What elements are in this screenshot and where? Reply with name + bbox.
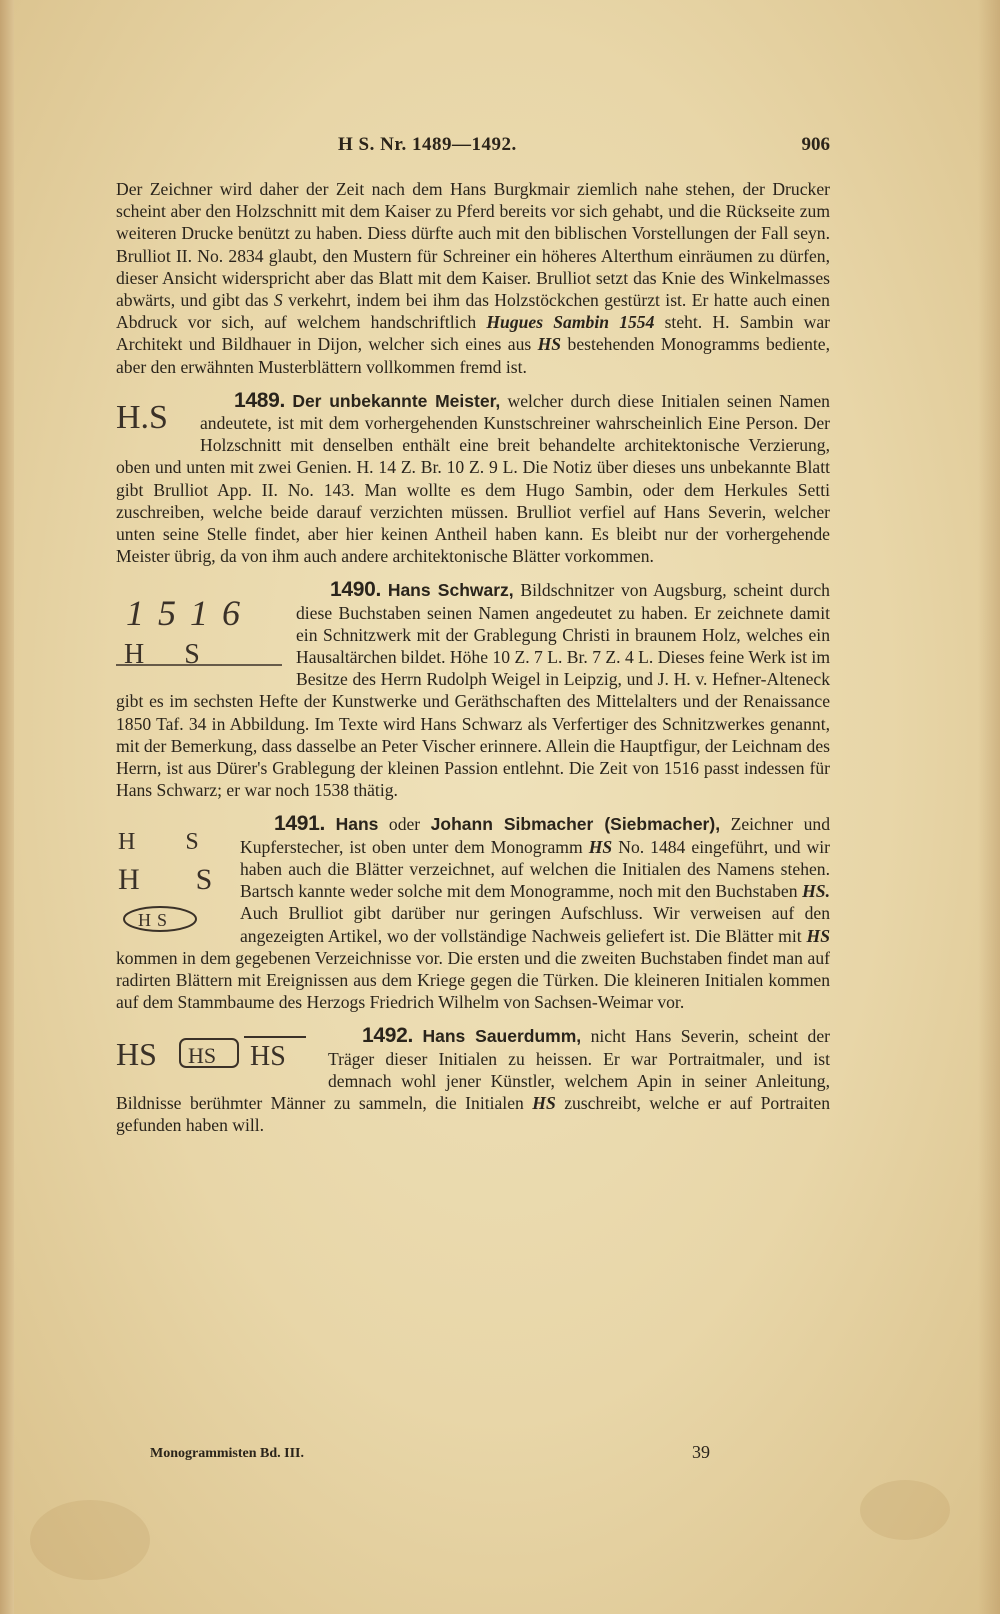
monogram-letters-2: HS	[188, 1043, 217, 1069]
entry-number: 1489.	[234, 388, 286, 412]
page-body	[116, 178, 830, 1136]
running-header	[118, 134, 830, 164]
monogram-hs-variants-icon	[116, 819, 269, 937]
monogram-text: H.S	[116, 398, 168, 436]
entry-number: 1491.	[274, 812, 326, 836]
monogram-year: 1516	[126, 593, 254, 634]
page-footer	[150, 1442, 710, 1470]
monogram-letters-3: HS	[250, 1041, 286, 1073]
monogram-1516-hs-icon	[116, 587, 284, 669]
monogram-letters-3: HS	[138, 910, 174, 931]
volume-line: Monogrammisten Bd. III.	[150, 1446, 305, 1461]
artist-name: Der unbekannte Meister,	[292, 390, 501, 411]
intro-paragraph: Der Zeichner wird daher der Zeit nach dem Hans Burgkmair ziemlich nahe stehen, der Drucker scheint aber den Holzschnitt mit dem Kaiser zu Pferd bereits vor sich gehabt, und die Rückseite zum weiteren Drucke benützt zu haben. Diess dürfte auch mit den biblischen Vorstellungen der Fall seyn. Brulliot II. No. 2834 glaubt, den Mustern für Schreiner ein höheres Alterthum einräumen zu dürfen, dieser Ansicht widerspricht aber das Blatt mit dem Kaiser. Brulliot setzt das Knie des Winkelmasses abwärts, und gibt das S verkehrt, indem bei ihm das Holzstöckchen gestürzt ist. Er hatte auch einen Abdruck vor sich, auf welchem handschriftlich Hugues Sambin 1554 steht. H. Sambin war Architekt und Bildhauer in Dijon, welcher sich eines aus HS bestehenden Monogramms bediente, aber den erwähnten Musterblättern vollkommen fremd ist.	[116, 179, 830, 377]
monogram-letters-1: HS	[118, 829, 249, 856]
page-edge-shadow	[978, 0, 1000, 1614]
entry-1489: 1489. Der unbekannte Meister, H.S welcher durch diese Initialen seinen Namen andeutete, ist mit dem vorhergehenden Kunstschreiner wahrscheinlich Eine Person. Der Holzschnitt mit denselben enthält eine breit behandelte architektonische Verzierung, oben und unten mit zwei Genien. H. 14 Z. Br. 10 Z. 9 L. Die Notiz über dieses uns unbekannte Blatt gibt Brulliot App. II. No. 143. Man wollte es dem Hugo Sambin, oder dem Herkules Setti zuschreiben, welche beide darauf verzichten müssen. Brulliot verfiel auf Hans Severin, welcher unten seine Stelle findet, aber hier keinen Antheil haben kann. Es bleibt nur der vorhergehende Meister übrig, da von ihm auch andere architektonische Blätter vorkommen.	[116, 388, 830, 567]
artist-name: Johann Sibmacher (Siebmacher),	[430, 814, 721, 835]
book-spine-edge	[0, 0, 14, 1614]
monogram-letters-1: HS	[116, 1036, 157, 1073]
paper-stain	[30, 1500, 150, 1580]
monogram-hs-series-icon	[116, 1029, 316, 1073]
page-number: 906	[801, 134, 830, 155]
paper-stain	[860, 1480, 950, 1540]
monogram-letters: HS	[124, 639, 240, 671]
monogram-hs-icon	[116, 392, 188, 436]
entry-number: 1490.	[330, 578, 382, 602]
artist-name: Hans Sauerdumm,	[422, 1026, 582, 1047]
entry-1491: 1491. Hans oder Johann Sibmacher (Siebmacher), HS HS HS Zeichner und Kupferstecher, ist oben unter dem Monogramm HS No. 1484 eingeführt, und wir haben auch die Blätter verzeichnet, auf welchen die Initialen des Namens stehen. Bartsch kannte weder solche mit dem Monogramme, noch mit den Buchstaben HS. Auch Brulliot gibt darüber nur geringen Aufschluss. Wir verweisen auf den angezeigten Artikel, wo der vollständige Nachweis geliefert ist. Die Blätter mit HS kommen in dem gegebenen Verzeichnisse vor. Die ersten und die zweiten Buchstaben findet man auf radirten Blättern mit Ereignissen aus dem Kriege gegen die Türken. Die kleineren Initialen kommen auf dem Stammbaume des Herzogs Friedrich Wilhelm von Sachsen-Weimar vor.	[116, 812, 831, 1013]
entry-1492: 1492. Hans Sauerdumm, HS HS HS nicht Hans Severin, scheint der Träger dieser Initialen zu heissen. Er war Portraitmaler, und ist demnach wohl jener Künstler, welchem Apin in seiner Anleitung, Bildnisse berühmter Männer zu sammeln, die Initialen HS zuschreibt, welche er auf Portraiten gefunden haben will.	[116, 1024, 831, 1136]
header-title: H S. Nr. 1489—1492.	[338, 134, 517, 155]
monogram-letters-2: HS	[118, 863, 269, 897]
signature-mark: 39	[692, 1442, 710, 1462]
entry-1490: 1490. Hans Schwarz, 1516 HS Bildschnitzer von Augsburg, scheint durch diese Buchstaben seinen Namen angedeutet zu haben. Er zeichnete damit ein Schnitzwerk mit der Grablegung Christi in braunem Holz, welches ein Hausaltärchen bildet. Höhe 10 Z. 7 L. Br. 7 Z. 4 L. Dieses feine Werk ist im Besitze des Herrn Rudolph Weigel in Leipzig, und J. H. v. Hefner-Alteneck gibt es im sechsten Hefte der Kunstwerke und Geräthschaften des Mittelalters und der Renaissance 1850 Taf. 34 in Abbildung. Im Texte wird Hans Schwarz als Verfertiger des Schnitzwerkes genannt, mit der Bemerkung, dass dasselbe an Peter Vischer erinnere. Allein die Hauptfigur, der Leichnam des Herrn, ist aus Dürer's Grablegung der kleinen Passion entlehnt. Die Zeit von 1516 passt indessen für Hans Schwarz; er war noch 1538 thätig.	[116, 578, 830, 801]
inscription: Hugues Sambin 1554	[486, 312, 655, 333]
artist-name: Hans Schwarz,	[387, 580, 514, 601]
entry-number: 1492.	[362, 1024, 414, 1048]
